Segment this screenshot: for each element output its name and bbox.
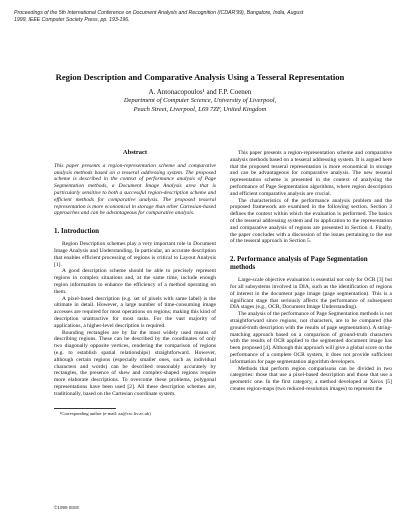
- left-column: [54, 150, 216, 417]
- affiliation: [0, 97, 400, 114]
- section-1-paragraph-3: A pixel-based description (e.g. set of pixels with same label) is the ultimate in detail. However, a large number of time-consuming image accesses are required for most operations on regions; making this kind of description unattractive for most tasks. For the vast majority of applications, a higher-level description is required.: [54, 295, 216, 329]
- copyright-notice: ©1999 IEEE: [54, 505, 80, 510]
- section-2-paragraph-3: Methods that perform region comparisons can be divided in two categories: those that use a pixel-based description and those that use a geometric one. In the first category, a method developed at Xerox [5] creates region-maps (two reduced-resolution images) to represent the: [230, 365, 392, 392]
- section-1-paragraph-4: Bounding rectangles are by far the most widely used means of describing regions. These can be described by the coordinates of only two diagonally opposite vertices, rendering the comparison of regions (e.g. to establish spatial relationships) straightforward. However, although certain regions (especially smaller ones, such as individual characters and words) can be described reasonably accurately by rectangles, the presence of skew and complex-shaped regions require more elaborate descriptions. To overcome these problems, polygonal representations have been used [2]. All these description schemes are, traditionally, based on the Cartesian coordinate system.: [54, 329, 216, 397]
- section-1-paragraph-2: A good description scheme should be able to precisely represent regions in complex situations and, at the same time, include enough region information to enhance the efficiency of a method operating on them.: [54, 268, 216, 295]
- right-paragraph-1: This paper presents a region-representation scheme and comparative analysis methods based on a tesseral addressing system. It is argued here that the proposed tesseral representation is more economical in storage and can be advantageous for comparative analysis. The new tesseral representation scheme is presented in the context of analysing the performance of Page Segmentation algorithms, where region description and efficient comparative analysis are crucial.: [230, 150, 392, 197]
- right-paragraph-2: The characteristics of the performance analysis problem and the proposed framework are examined in the following section. Section 3 defines the context within which the evaluation is performed. The basics of the tesseral addressing system and its application to the representation and comparative analysis of regions are presented in Section 4. Finally, the paper concludes with a discussion of the issues pertaining to the use of the tesseral approach in Section 5.: [230, 197, 392, 245]
- footnote-divider: [54, 408, 116, 409]
- header-line-2: 1999, IEEE Computer Society Press, pp. 193-196.: [14, 17, 130, 23]
- paper-title: Region Description and Comparative Analysis Using a Tesseral Representation: [55, 72, 345, 82]
- section-2-heading: 2. Performance analysis of Page Segmentation methods: [230, 255, 368, 272]
- right-column: [230, 150, 392, 393]
- section-2-paragraph-1: Large-scale objective evaluation is essential not only for OCR [3] but for all subsystems involved in DIA, such as the identification of regions of interest in the document page image (page segmentation). This is a significant stage that seriously affects the performance of subsequent DIA stages (e.g., OCR, Document Image Understanding).: [230, 277, 392, 311]
- header-line-1: Proceedings of the 5th International Conference on Document Analysis and Recognition (ICDAR'99), Bangalore, India, August: [14, 10, 304, 16]
- section-2-paragraph-2: The analysis of the performance of Page Segmentation methods is not straightforward since regions, not characters, are to be compared (the ground-truth description with the results of page segmentation). A string-matching approach based on a comparison of ground-truth characters with the results of OCR applied to the segmented document image has been proposed [4]. Although this approach will give a global score on the performance of a complete OCR system, it does not provide sufficient information for page segmentation algorithm developers.: [230, 311, 392, 365]
- abstract-text: This paper presents a region-representation scheme and comparative analysis methods based on a tesseral addressing system. The proposed scheme is described in the context of performance analysis of Page Segmentation methods, a Document Image Analysis area that is particularly sensitive to both a successful region-description scheme and efficient methods for comparative analysis. The proposed tesseral representation is more economical in storage than other Cartesian-based approaches and can be advantageous for comparative analysis.: [54, 162, 216, 217]
- affiliation-line-2: Peach Street, Liverpool, L69 7ZF, United Kingdom: [133, 105, 267, 113]
- footnote: ¹Corresponding author (e-mail: aa@csc.liv.ac.uk): [60, 410, 151, 416]
- abstract-heading: Abstract: [122, 149, 148, 156]
- section-1-heading: 1. Introduction: [54, 227, 99, 236]
- proceedings-header: [14, 10, 384, 24]
- authors: A. Antonacopoulos¹ and F.P. Coenen: [148, 88, 252, 96]
- section-1-paragraph-1: Region Description schemes play a very important role in Document Image Analysis and Understanding. In particular, an accurate description that enables efficient processing of regions is critical to Layout Analysis [1].: [54, 241, 216, 268]
- affiliation-line-1: Department of Computer Science, University of Liverpool,: [123, 97, 277, 104]
